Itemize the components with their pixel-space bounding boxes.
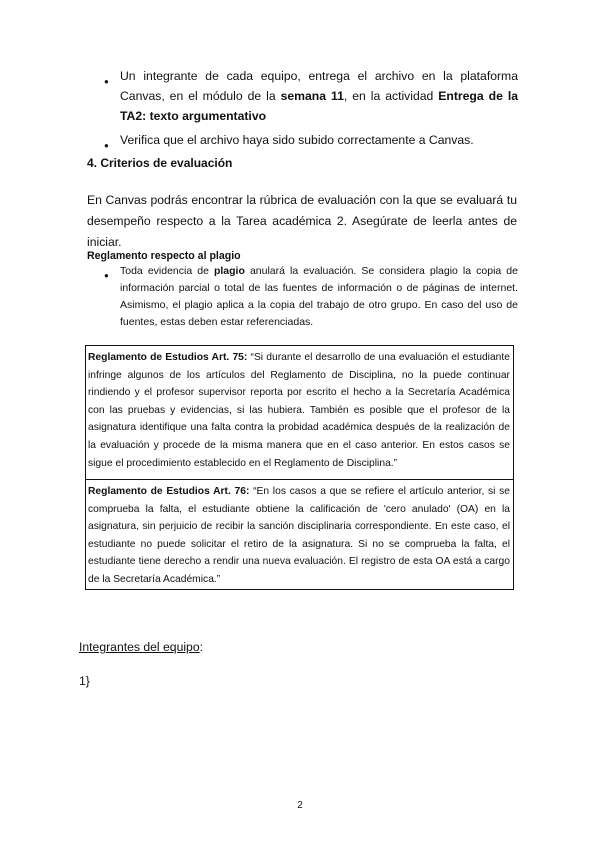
list-item: ● Verifica que el archivo haya sido subido correctamente a Canvas. [104, 130, 518, 150]
page-number: 2 [297, 800, 303, 811]
reglamento-art-75-box: Reglamento de Estudios Art. 75: “Si durante el desarrollo de una evaluación el estudiante infringe algunos de los artículos del Reglamento de Disciplina, no la puede continuar rindiendo y el profesor supervisor reporta por escrito el hecho a la Secretaría Académica con las pruebas y evidencias, si las hubiera. También es posible que el profesor de la asignatura identifique una falta contra la probidad académica después de la realización de la evaluación y procede de la misma manera que en el caso anterior. En estos casos se sigue el procedimiento establecido en el Reglamento de Disciplina.” [85, 345, 514, 480]
list-item: ● Toda evidencia de plagio anulará la evaluación. Se considera plagio la copia de información parcial o total de las fuentes de información o de páginas de internet. Asimismo, el plagio aplica a la copia del trabajo de otro grupo. En caso del uso de fuentes, estas deben estar referenciadas. [104, 265, 518, 328]
section-title: 4. Criterios de evaluación [87, 156, 233, 170]
plagio-list [104, 263, 518, 331]
list-item: ● Un integrante de cada equipo, entrega el archivo en la plataforma Canvas, en el módulo de la semana 11, en la actividad Entrega de la TA2: texto argumentativo [104, 69, 518, 123]
bullet-icon: ● [104, 271, 109, 280]
section-paragraph: En Canvas podrás encontrar la rúbrica de evaluación con la que se evaluará tu desempeño respecto a la Tarea académica 2. Asegúrate de leerla antes de iniciar. [87, 193, 517, 249]
reglamento-art-76-box: Reglamento de Estudios Art. 76: “En los casos a que se refiere el artículo anterior, si se comprueba la falta, el estudiante obtiene la calificación de 'cero anulado' (OA) en la asignatura, sin perjuicio de recibir la sanción disciplinaria correspondiente. En este caso, el estudiante no puede solicitar el retiro de la asignatura. Si no se comprueba la falta, el estudiante tiene derecho a rendir una nueva evaluación. El registro de esta OA está a cargo de la Secretaría Académica.” [85, 480, 514, 590]
bullet-icon: ● [104, 141, 109, 150]
plagio-heading: Reglamento respecto al plagio [87, 250, 241, 262]
submission-instructions-list [104, 66, 518, 154]
team-member-1: 1} [79, 674, 90, 688]
bullet-icon: ● [104, 77, 109, 86]
team-label: Integrantes del equipo: [79, 640, 204, 654]
